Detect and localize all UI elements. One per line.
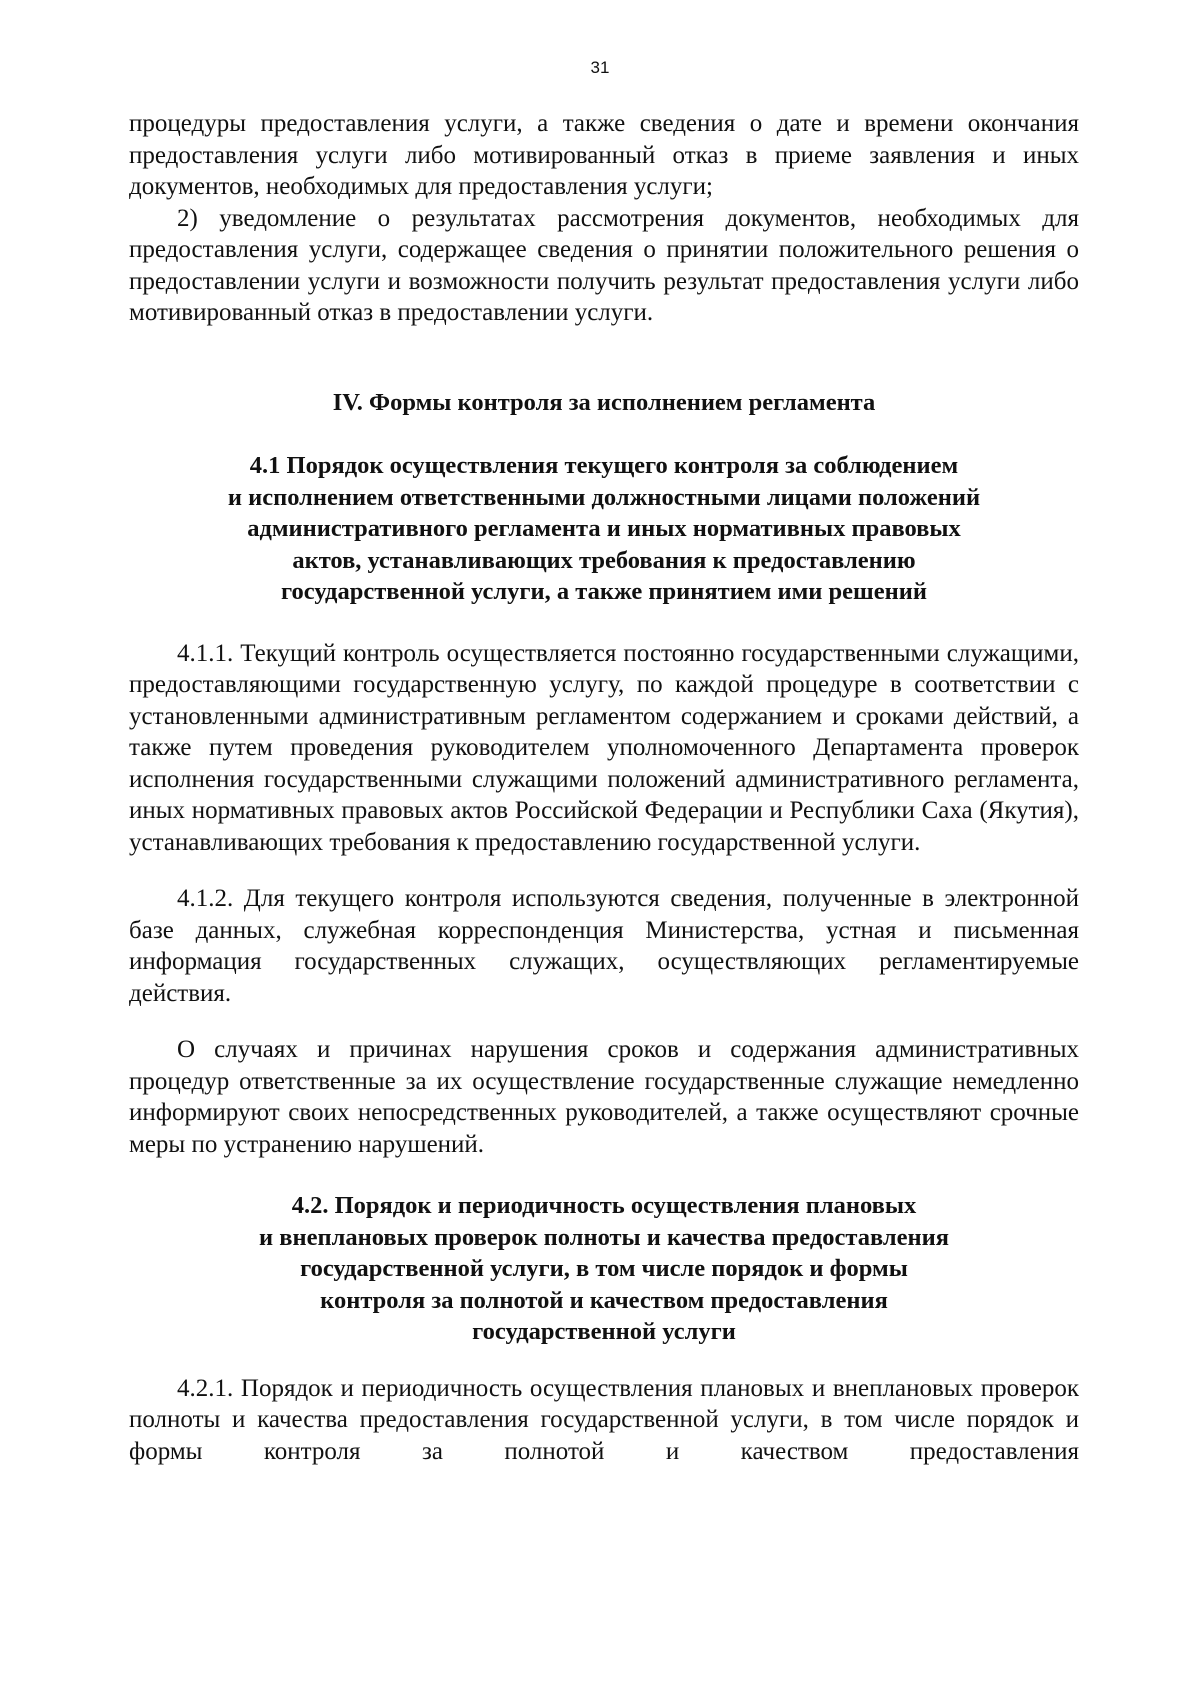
paragraph-4-1-2: 4.1.2. Для текущего контроля используются сведения, полученные в электронной базе данных, служебная корреспонденция Министерства, устная и письменная информация государственных служащих, осуществляющих регламентируемые действия. bbox=[129, 885, 1079, 1007]
intro-paragraph-1: процедуры предоставления услуги, а также сведения о дате и времени окончания предоставления услуги либо мотивированный отказ в приеме заявления и иных документов, необходимых для предоставления услуги; bbox=[129, 110, 1079, 200]
section-4-1-heading-line: актов, устанавливающих требования к предоставлению bbox=[292, 546, 916, 574]
section-4-2-heading-line: и внеплановых проверок полноты и качества предоставления bbox=[259, 1223, 949, 1251]
section-4-2-heading-line: государственной услуги, в том числе порядок и формы bbox=[300, 1255, 908, 1282]
section-iv-title: IV. Формы контроля за исполнением регламента bbox=[332, 388, 876, 416]
paragraph-4-1-1: 4.1.1. Текущий контроль осуществляется постоянно государственными служащими, предоставляющими государственную услугу, по каждой процедуре в соответствии с установленными административным регламентом содержанием и сроками действий, а также путем проведения руководителем уполномоченного Департамента проверок исполнения государственными служащими положений административного регламента, иных нормативных правовых актов Российской Федерации и Республики Саха (Якутия), устанавливающих требования к предоставлению государственной услуги. bbox=[129, 639, 1079, 856]
section-4-2-heading-line: контроля за полнотой и качеством предоставления bbox=[320, 1286, 888, 1314]
paragraph-4-2-1: 4.2.1. Порядок и периодичность осуществления плановых и внеплановых проверок полноты и качества предоставления государственной услуги, в том числе порядок и формы контроля за полнотой и качеством предоставления bbox=[129, 1374, 1079, 1465]
document-body bbox=[129, 108, 1079, 1467]
paragraph-violations: О случаях и причинах нарушения сроков и содержания административных процедур ответственные за их осуществление государственные служащие немедленно информируют своих непосредственных руководителей, а также осуществляют срочные меры по устранению нарушений. bbox=[129, 1036, 1079, 1158]
page-number: 31 bbox=[590, 58, 610, 77]
section-4-2-heading-line: 4.2. Порядок и периодичность осуществления плановых bbox=[291, 1192, 917, 1219]
section-4-1-heading-line: административного регламента и иных нормативных правовых bbox=[247, 515, 961, 542]
intro-paragraph-2: 2) уведомление о результатах рассмотрения документов, необходимых для предоставления услуги, содержащее сведения о принятии положительного решения о предоставлении услуги и возможности получить результат предоставления услуги либо мотивированный отказ в предоставлении услуги. bbox=[129, 204, 1079, 326]
section-4-1-heading-line: и исполнением ответственными должностными лицами положений bbox=[227, 483, 981, 511]
section-4-1-heading-line: государственной услуги, а также принятием ими решений bbox=[281, 578, 927, 605]
section-4-1-heading-line: 4.1 Порядок осуществления текущего контроля за соблюдением bbox=[249, 452, 959, 479]
section-4-2-heading bbox=[129, 1190, 1079, 1348]
section-4-1-heading bbox=[129, 450, 1079, 608]
section-4-2-heading-line: государственной услуги bbox=[472, 1318, 736, 1345]
